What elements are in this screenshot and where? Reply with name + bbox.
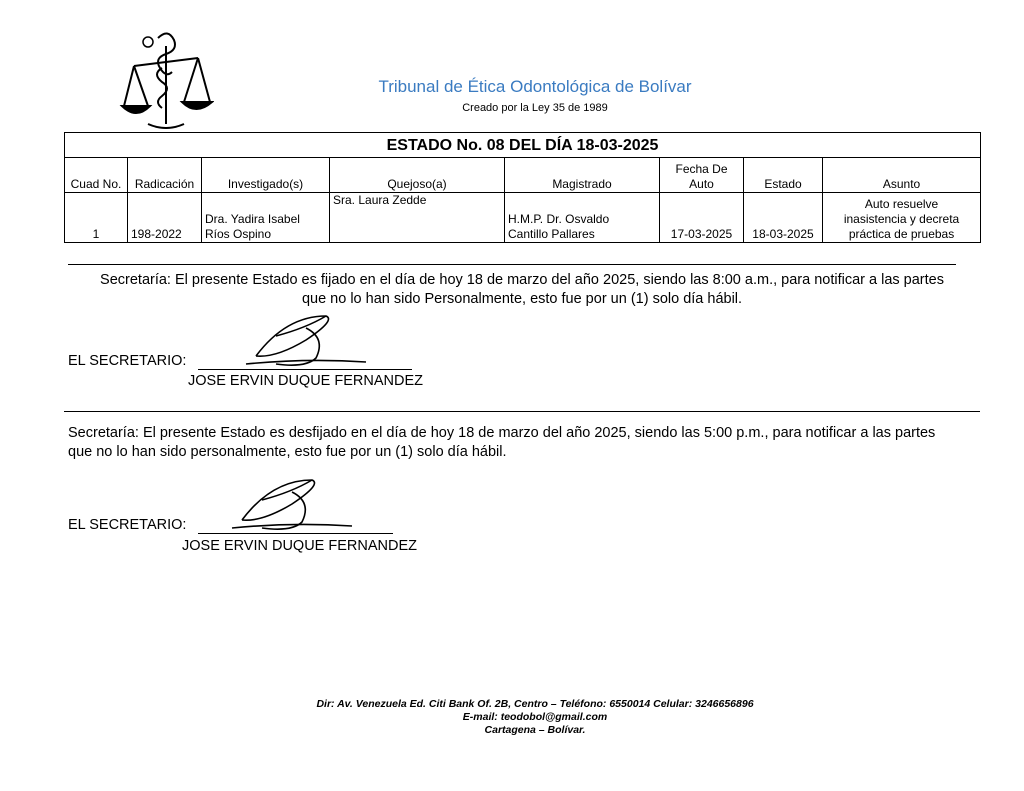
asunto-line: práctica de pruebas (848, 227, 955, 241)
section-divider (64, 411, 980, 412)
asunto-line: inasistencia y decreta (843, 212, 960, 226)
radicacion-cell: 198-2022 (128, 193, 202, 243)
desfijacion-line: que no lo han sido personalmente, esto fue por un (1) solo día hábil. (68, 444, 507, 460)
investigado-line: Ríos Ospino (205, 227, 272, 241)
signature-line (198, 369, 412, 370)
fecha-auto-cell: 17-03-2025 (660, 193, 744, 243)
scales-of-justice-logo-icon (118, 28, 214, 132)
estado-table (64, 132, 981, 243)
secretario-signature-icon (236, 308, 376, 370)
column-header: Fecha De Auto (660, 158, 744, 193)
column-header: Cuad No. (65, 158, 128, 193)
estado-cell: 18-03-2025 (744, 193, 823, 243)
column-header: Quejoso(a) (330, 158, 505, 193)
column-header: Asunto (823, 158, 981, 193)
fijacion-paragraph (64, 271, 980, 309)
footer (200, 698, 870, 737)
quejoso-cell: Sra. Laura Zedde (330, 193, 505, 243)
secretario-label: EL SECRETARIO: (68, 517, 187, 533)
section-divider (68, 264, 956, 265)
organization-title: Tribunal de Ética Odontológica de Bolívar (378, 77, 692, 96)
organization-subtitle: Creado por la Ley 35 de 1989 (462, 102, 608, 114)
desfijacion-line: Secretaría: El presente Estado es desfijado en el día de hoy 18 de marzo del año 2025, siendo las 5:00 p.m., para notificar a las partes (68, 425, 936, 441)
column-header: Investigado(s) (202, 158, 330, 193)
footer-city: Cartagena – Bolívar. (484, 724, 586, 736)
secretario-name: JOSE ERVIN DUQUE FERNANDEZ (182, 538, 417, 554)
signature-line (198, 533, 393, 534)
secretario-name: JOSE ERVIN DUQUE FERNANDEZ (188, 373, 423, 389)
footer-address: Dir: Av. Venezuela Ed. Citi Bank Of. 2B, Centro – Teléfono: 6550014 Celular: 3246656896 (316, 698, 754, 710)
table-header-row (65, 158, 981, 193)
fijacion-line: que no lo han sido Personalmente, esto fue por un (1) solo día hábil. (301, 291, 743, 307)
cuad-no-cell: 1 (65, 193, 128, 243)
investigado-line: Dra. Yadira Isabel (205, 212, 300, 226)
column-header: Estado (744, 158, 823, 193)
desfijacion-paragraph (68, 424, 978, 462)
asunto-line: Auto resuelve (864, 197, 939, 211)
column-header: Magistrado (505, 158, 660, 193)
magistrado-cell (505, 193, 660, 243)
fijacion-line: Secretaría: El presente Estado es fijado en el día de hoy 18 de marzo del año 2025, siendo las 8:00 a.m., para notificar a las partes (100, 272, 944, 288)
magistrado-line: H.M.P. Dr. Osvaldo (508, 212, 610, 226)
secretario-label: EL SECRETARIO: (68, 353, 187, 369)
asunto-cell (823, 193, 981, 243)
estado-title: ESTADO No. 08 DEL DÍA 18-03-2025 (65, 133, 981, 158)
magistrado-line: Cantillo Pallares (508, 227, 595, 241)
investigado-cell (202, 193, 330, 243)
column-header: Radicación (128, 158, 202, 193)
table-row (65, 193, 981, 243)
footer-email: E-mail: teodobol@gmail.com (462, 711, 608, 723)
secretario-signature-icon (222, 472, 362, 534)
